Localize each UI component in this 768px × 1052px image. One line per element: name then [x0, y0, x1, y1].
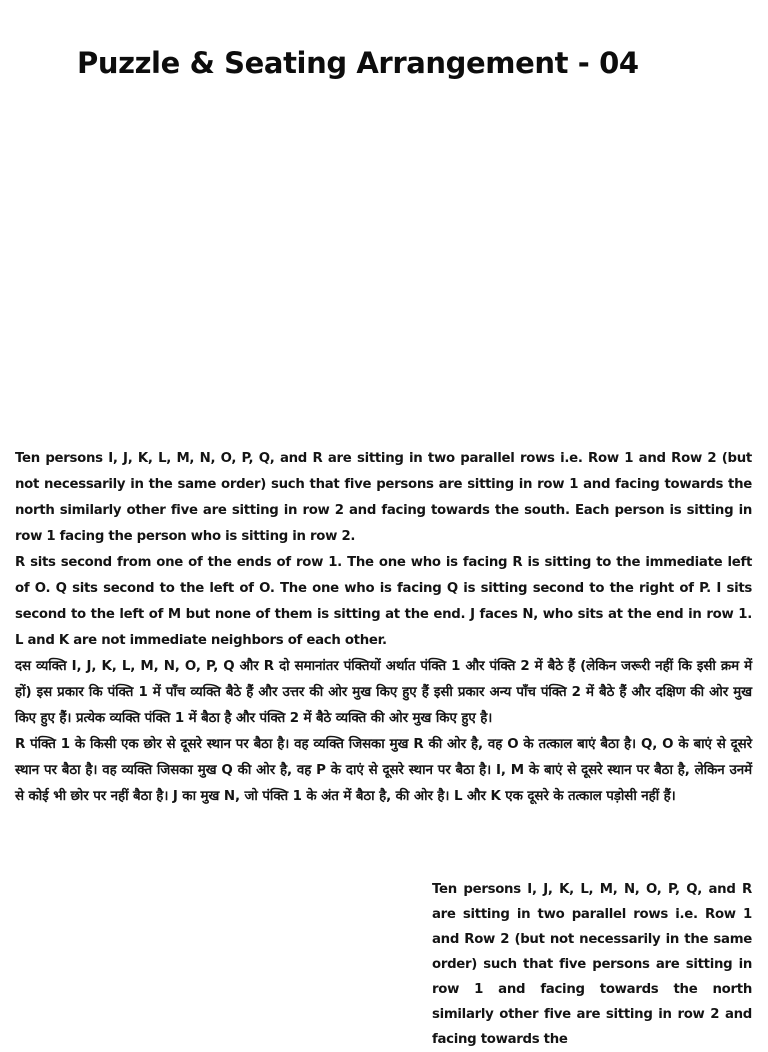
- english-clues-paragraph: R sits second from one of the ends of row 1. The one who is facing R is sitting to the immediate left of O. Q sits second to the left of O. The one who is facing Q is sitting second to the right of P. I sits second to the left of M but none of them is sitting at the end. J faces N, who sits at the end in row 1. L and K are not immediate neighbors of each other.: [15, 555, 752, 648]
- side-column: [432, 877, 752, 1052]
- page-title: Puzzle & Seating Arrangement - 04: [77, 46, 639, 80]
- english-intro-paragraph: Ten persons I, J, K, L, M, N, O, P, Q, and R are sitting in two parallel rows i.e. Row 1 and Row 2 (but not necessarily in the same order) such that five persons are sitting in row 1 and facing towards the north similarly other five are sitting in row 2 and facing towards the south. Each person is sitting in row 1 facing the person who is sitting in row 2.: [15, 451, 752, 544]
- question-body: [15, 446, 752, 810]
- side-column-paragraph: Ten persons I, J, K, L, M, N, O, P, Q, and R are sitting in two parallel rows i.e. Row 1 and Row 2 (but not necessarily in the same order) such that five persons are sitting in row 1 and facing towards the north similarly other five are sitting in row 2 and facing towards the: [432, 882, 752, 1047]
- hindi-clues-paragraph: R पंक्ति 1 के किसी एक छोर से दूसरे स्थान पर बैठा है। वह व्यक्ति जिसका मुख R की ओर है, वह O के तत्काल बाएं बैठा है। Q, O के बाएं से दूसरे स्थान पर बैठा है। वह व्यक्ति जिसका मुख Q की ओर है, वह P के दाएं से दूसरे स्थान पर बैठा है। I, M के बाएं से दूसरे स्थान पर बैठा है, लेकिन उनमें से कोई भी छोर पर नहीं बैठा है। J का मुख N, जो पंक्ति 1 के अंत में बैठा है, की ओर है। L और K एक दूसरे के तत्काल पड़ोसी नहीं हैं।: [15, 737, 752, 804]
- hindi-intro-paragraph: दस व्यक्ति I, J, K, L, M, N, O, P, Q और R दो समानांतर पंक्तियों अर्थात पंक्ति 1 और पंक्ति 2 में बैठे हैं (लेकिन जरूरी नहीं कि इसी क्रम में हों) इस प्रकार कि पंक्ति 1 में पाँच व्यक्ति बैठे हैं और उत्तर की ओर मुख किए हुए हैं इसी प्रकार अन्य पाँच पंक्ति 2 में बैठे हैं और दक्षिण की ओर मुख किए हुए हैं। प्रत्येक व्यक्ति पंक्ति 1 में बैठा है और पंक्ति 2 में बैठे व्यक्ति की ओर मुख किए हुए है।: [15, 659, 752, 726]
